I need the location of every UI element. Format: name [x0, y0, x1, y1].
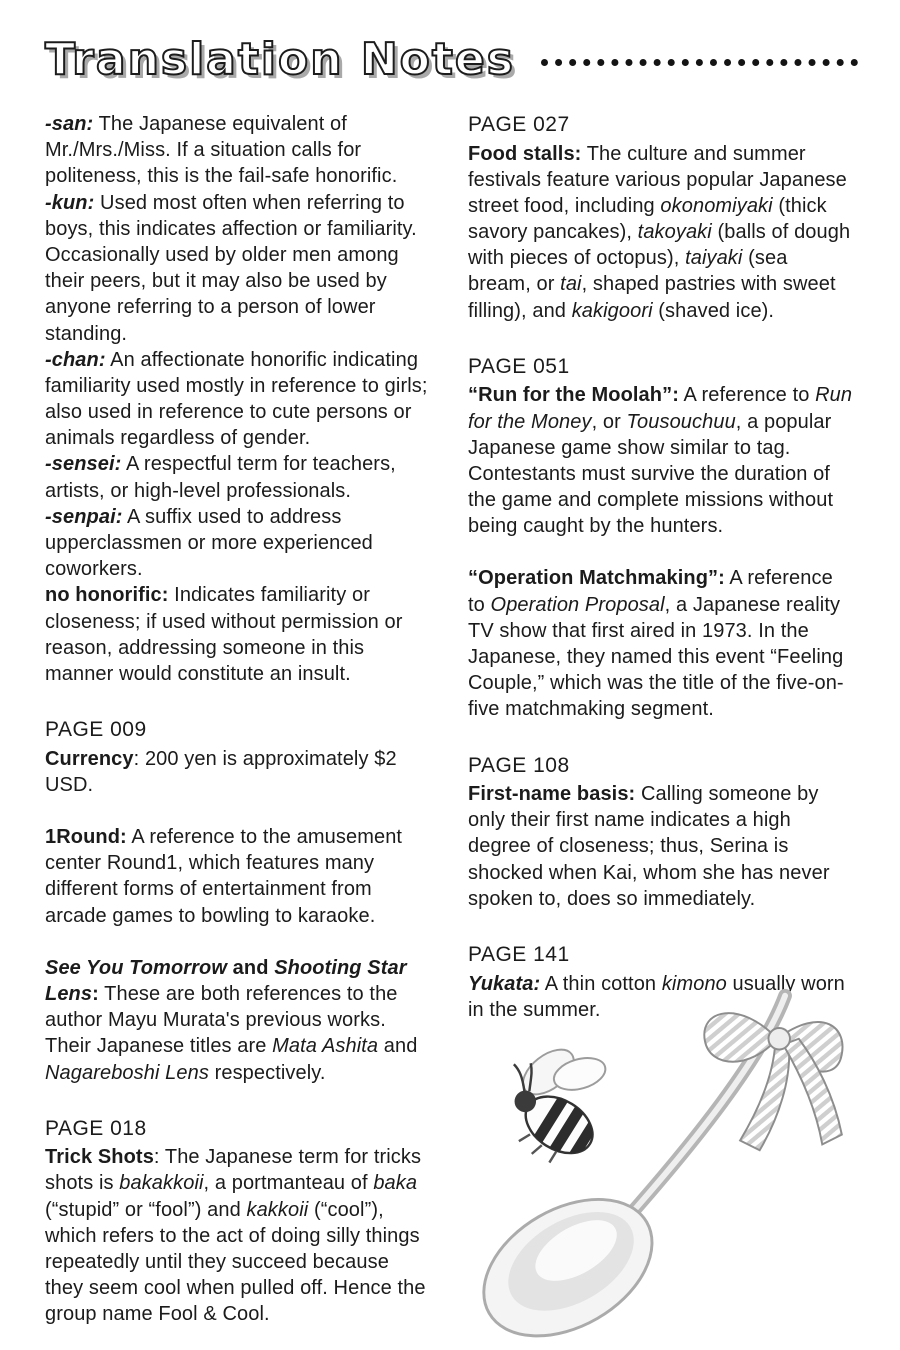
text-run: Operation Proposal [490, 593, 665, 616]
note-entry [45, 824, 432, 929]
text-run: (shaved ice). [652, 299, 775, 322]
page-heading: PAGE 009 [45, 718, 147, 742]
note-entry [45, 347, 432, 452]
text-run: (“stupid” or “fool”) and [45, 1198, 247, 1221]
text-run: -kun: [45, 191, 95, 214]
note-entry [468, 382, 855, 539]
notes-section [468, 353, 855, 723]
text-run: : The Japanese term for tricks shots is [45, 1146, 422, 1195]
note-entry [45, 746, 432, 798]
text-run: The Japanese equivalent of Mr./Mrs./Miss. If a situation calls for politeness, this is the fail-safe honorific. [45, 113, 398, 188]
text-run: “Run for the Moolah”: [468, 384, 679, 407]
page-header [0, 0, 900, 85]
text-run: The culture and summer festivals feature various popular Japanese street food, including [468, 142, 847, 217]
note-entry [45, 504, 432, 583]
page-heading: PAGE 141 [468, 943, 570, 966]
notes-section [468, 111, 855, 324]
notes-section [45, 1115, 432, 1328]
text-run: , a popular Japanese game show similar to tag. Contestants must survive the duration of the game and complete missions without being caught by the hunters. [468, 410, 834, 538]
text-run: kakigoori [571, 299, 653, 322]
text-run: usually worn in the summer. [468, 972, 845, 1021]
page-heading: PAGE 051 [468, 354, 570, 378]
bee-icon [479, 1041, 610, 1177]
text-run: kakkoii [246, 1198, 309, 1221]
text-run: A reference to [468, 567, 833, 616]
text-run: -san: [45, 113, 94, 135]
text-run: A reference to [678, 384, 816, 407]
text-run: Food stalls: [468, 142, 582, 165]
text-run: tai [560, 273, 582, 296]
note-entry [468, 565, 855, 722]
text-run: Mata Ashita [272, 1035, 379, 1058]
text-run: -chan: [45, 348, 106, 371]
notes-section [45, 111, 432, 687]
text-run: Run for the Money [468, 384, 853, 433]
text-run: : [92, 982, 99, 1005]
text-run: A respectful term for teachers, artists, or high-level professionals. [45, 453, 396, 502]
text-run: no honorific: [45, 584, 169, 607]
note-entry [45, 190, 432, 347]
page-heading: PAGE 027 [468, 113, 570, 136]
text-run: 1Round: [45, 826, 127, 848]
text-run: (balls of dough with pieces of octopus), [468, 221, 851, 270]
text-run: , a Japanese reality TV show that first aired in 1973. In the Japanese, they named this event “Feeling Couple,” which was the title of the five-on-five matchmaking segment. [468, 593, 844, 721]
text-run: bakakkoii [119, 1172, 204, 1195]
ribbon-bow-icon [704, 1013, 842, 1150]
text-run: Tousouchuu [626, 410, 736, 433]
text-run: (“cool”), which refers to the act of doing silly things repeatedly until they succeed because they seem cool when pulled off. Hence the group name Fool & Cool. [45, 1198, 426, 1326]
text-run: -sensei: [45, 453, 122, 476]
text-run: Nagareboshi Lens [45, 1061, 209, 1084]
text-run: Yukata: [468, 972, 541, 995]
text-run: and [227, 956, 275, 979]
text-run: , shaped pastries with sweet filling), and [468, 273, 836, 322]
text-run: A reference to the amusement center Round1, which features many different forms of entertainment from arcade games to bowling to karaoke. [45, 826, 403, 927]
text-run: Calling someone by only their first name indicates a high degree of closeness; thus, Serina is shocked when Kai, whom she has never spoken to, does so immediately. [468, 783, 830, 910]
text-run: Currency [45, 747, 134, 770]
text-run: , a portmanteau of [203, 1172, 374, 1195]
page-title: Translation Notes [45, 34, 515, 85]
text-run: -senpai: [45, 505, 123, 528]
text-run: (sea bream, or [468, 247, 788, 296]
page-heading: PAGE 018 [45, 1116, 147, 1140]
text-run: takoyaki [637, 221, 712, 244]
note-entry [45, 451, 432, 503]
note-entry [468, 781, 855, 912]
dotted-rule [541, 59, 858, 66]
text-run: Trick Shots [45, 1146, 154, 1169]
note-entry [45, 955, 432, 1086]
text-run: A thin cotton [540, 972, 662, 995]
text-run: kimono [661, 972, 727, 995]
text-run: Indicates familiarity or closeness; if used without permission or reason, addressing someone in this manner would constitute an insult. [45, 584, 403, 685]
text-run: See You Tomorrow [45, 956, 228, 979]
bee-and-spoon-illustration [458, 982, 850, 1342]
text-run: : 200 yen is approximately $2 USD. [45, 747, 397, 796]
note-entry [45, 111, 432, 190]
page-heading: PAGE 108 [468, 753, 570, 777]
text-run: Used most often when referring to boys, this indicates affection or familiarity. Occasionally used by older men among their peers, but it may also be used by anyone referring to a person of lower standing. [45, 191, 417, 345]
notes-section [45, 716, 432, 1086]
text-run: and [378, 1035, 418, 1058]
text-run: “Operation Matchmaking”: [468, 567, 725, 590]
text-run: These are both references to the author Mayu Murata's previous works. Their Japanese titles are [45, 982, 398, 1058]
note-entry [45, 1144, 432, 1327]
text-run: A suffix used to address upperclassmen or more experienced coworkers. [45, 505, 373, 581]
text-run: okonomiyaki [660, 194, 773, 217]
note-entry [45, 582, 432, 687]
text-run: , or [591, 410, 627, 433]
notes-section [468, 752, 855, 912]
text-run: respectively. [208, 1061, 326, 1084]
text-run: First-name basis: [468, 783, 636, 806]
text-run: (thick savory pancakes), [468, 194, 827, 244]
text-run: taiyaki [685, 247, 743, 270]
text-run: baka [373, 1172, 418, 1195]
text-run: An affectionate honorific indicating familiarity used mostly in reference to girls; also used in reference to cute persons or animals regardless of gender. [45, 348, 428, 450]
note-entry [468, 141, 855, 324]
text-run: Shooting Star Lens [45, 956, 407, 1005]
column-left [45, 111, 432, 1350]
